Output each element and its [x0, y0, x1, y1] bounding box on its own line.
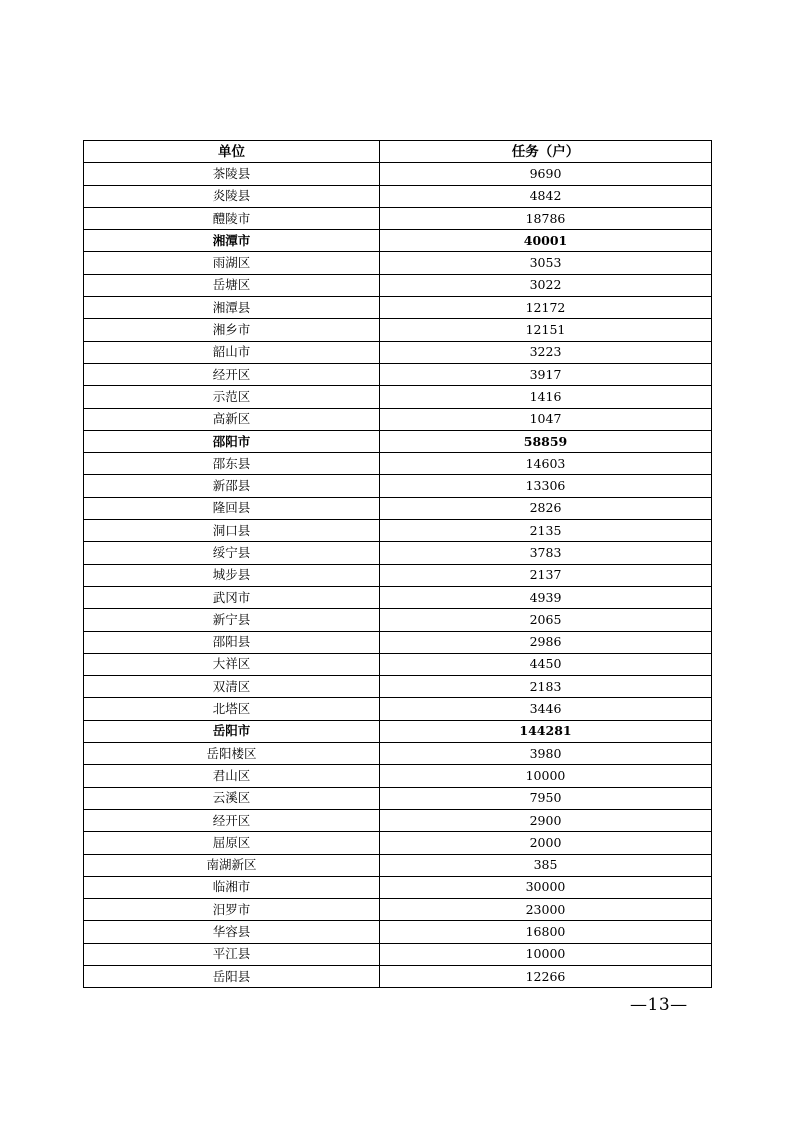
header-unit: 单位	[84, 141, 380, 163]
cell-unit: 北塔区	[84, 698, 380, 720]
cell-unit: 南湖新区	[84, 854, 380, 876]
cell-unit: 湘潭市	[84, 230, 380, 252]
table-row	[84, 832, 712, 854]
cell-task: 12151	[380, 319, 712, 341]
cell-unit: 示范区	[84, 386, 380, 408]
table-row	[84, 341, 712, 363]
cell-task: 3980	[380, 743, 712, 765]
cell-task: 2000	[380, 832, 712, 854]
cell-unit: 邵阳市	[84, 430, 380, 452]
table-row	[84, 274, 712, 296]
cell-task: 2986	[380, 631, 712, 653]
table-body	[84, 163, 712, 988]
cell-unit: 湘潭县	[84, 297, 380, 319]
header-task: 任务（户）	[380, 141, 712, 163]
cell-task: 13306	[380, 475, 712, 497]
cell-task: 12172	[380, 297, 712, 319]
cell-unit: 经开区	[84, 809, 380, 831]
cell-task: 3053	[380, 252, 712, 274]
cell-unit: 绥宁县	[84, 542, 380, 564]
cell-unit: 云溪区	[84, 787, 380, 809]
cell-task: 18786	[380, 207, 712, 229]
table-row	[84, 965, 712, 987]
table-header-row	[84, 141, 712, 163]
cell-task: 144281	[380, 720, 712, 742]
table-row	[84, 899, 712, 921]
cell-unit: 屈原区	[84, 832, 380, 854]
cell-unit: 邵阳县	[84, 631, 380, 653]
cell-task: 10000	[380, 943, 712, 965]
cell-unit: 高新区	[84, 408, 380, 430]
cell-unit: 湘乡市	[84, 319, 380, 341]
table-row	[84, 743, 712, 765]
table-row	[84, 921, 712, 943]
table-row-city-subtotal	[84, 230, 712, 252]
table-row	[84, 319, 712, 341]
cell-task: 9690	[380, 163, 712, 185]
cell-unit: 新邵县	[84, 475, 380, 497]
table-row	[84, 854, 712, 876]
cell-unit: 经开区	[84, 363, 380, 385]
table-row	[84, 542, 712, 564]
cell-task: 3223	[380, 341, 712, 363]
cell-unit: 君山区	[84, 765, 380, 787]
cell-unit: 醴陵市	[84, 207, 380, 229]
cell-unit: 双清区	[84, 676, 380, 698]
cell-unit: 洞口县	[84, 520, 380, 542]
table-row	[84, 653, 712, 675]
cell-unit: 新宁县	[84, 609, 380, 631]
cell-unit: 武冈市	[84, 586, 380, 608]
table-row	[84, 386, 712, 408]
cell-unit: 临湘市	[84, 876, 380, 898]
cell-task: 40001	[380, 230, 712, 252]
cell-unit: 汨罗市	[84, 899, 380, 921]
cell-task: 385	[380, 854, 712, 876]
cell-task: 4939	[380, 586, 712, 608]
table-row	[84, 408, 712, 430]
cell-task: 58859	[380, 430, 712, 452]
cell-task: 23000	[380, 899, 712, 921]
table-row	[84, 765, 712, 787]
cell-task: 2183	[380, 676, 712, 698]
cell-unit: 平江县	[84, 943, 380, 965]
cell-unit: 炎陵县	[84, 185, 380, 207]
cell-task: 1047	[380, 408, 712, 430]
table-row	[84, 698, 712, 720]
cell-task: 12266	[380, 965, 712, 987]
table-row	[84, 520, 712, 542]
table-row	[84, 163, 712, 185]
cell-task: 3446	[380, 698, 712, 720]
cell-task: 2135	[380, 520, 712, 542]
cell-task: 7950	[380, 787, 712, 809]
cell-task: 30000	[380, 876, 712, 898]
cell-task: 14603	[380, 453, 712, 475]
table-row-city-subtotal	[84, 720, 712, 742]
cell-unit: 岳塘区	[84, 274, 380, 296]
cell-unit: 岳阳县	[84, 965, 380, 987]
cell-unit: 华容县	[84, 921, 380, 943]
page-number: —13—	[630, 995, 688, 1015]
cell-task: 2826	[380, 497, 712, 519]
table-row	[84, 676, 712, 698]
table-row	[84, 787, 712, 809]
cell-task: 4450	[380, 653, 712, 675]
cell-unit: 大祥区	[84, 653, 380, 675]
cell-task: 3783	[380, 542, 712, 564]
cell-unit: 茶陵县	[84, 163, 380, 185]
cell-task: 10000	[380, 765, 712, 787]
cell-unit: 韶山市	[84, 341, 380, 363]
cell-task: 3917	[380, 363, 712, 385]
cell-task: 16800	[380, 921, 712, 943]
table-row	[84, 252, 712, 274]
cell-task: 3022	[380, 274, 712, 296]
cell-unit: 岳阳市	[84, 720, 380, 742]
table-row	[84, 497, 712, 519]
table-row	[84, 475, 712, 497]
table-row	[84, 943, 712, 965]
table-row	[84, 609, 712, 631]
table-row	[84, 809, 712, 831]
cell-unit: 雨湖区	[84, 252, 380, 274]
table-row	[84, 631, 712, 653]
cell-unit: 岳阳楼区	[84, 743, 380, 765]
table-row	[84, 185, 712, 207]
task-table	[83, 140, 712, 988]
table-row	[84, 297, 712, 319]
cell-unit: 城步县	[84, 564, 380, 586]
cell-task: 2900	[380, 809, 712, 831]
table-row	[84, 363, 712, 385]
cell-task: 1416	[380, 386, 712, 408]
cell-unit: 邵东县	[84, 453, 380, 475]
table-row	[84, 207, 712, 229]
table-row	[84, 564, 712, 586]
table-row	[84, 586, 712, 608]
cell-task: 2137	[380, 564, 712, 586]
cell-task: 2065	[380, 609, 712, 631]
table-row	[84, 453, 712, 475]
table-row	[84, 876, 712, 898]
cell-unit: 隆回县	[84, 497, 380, 519]
table-row-city-subtotal	[84, 430, 712, 452]
cell-task: 4842	[380, 185, 712, 207]
